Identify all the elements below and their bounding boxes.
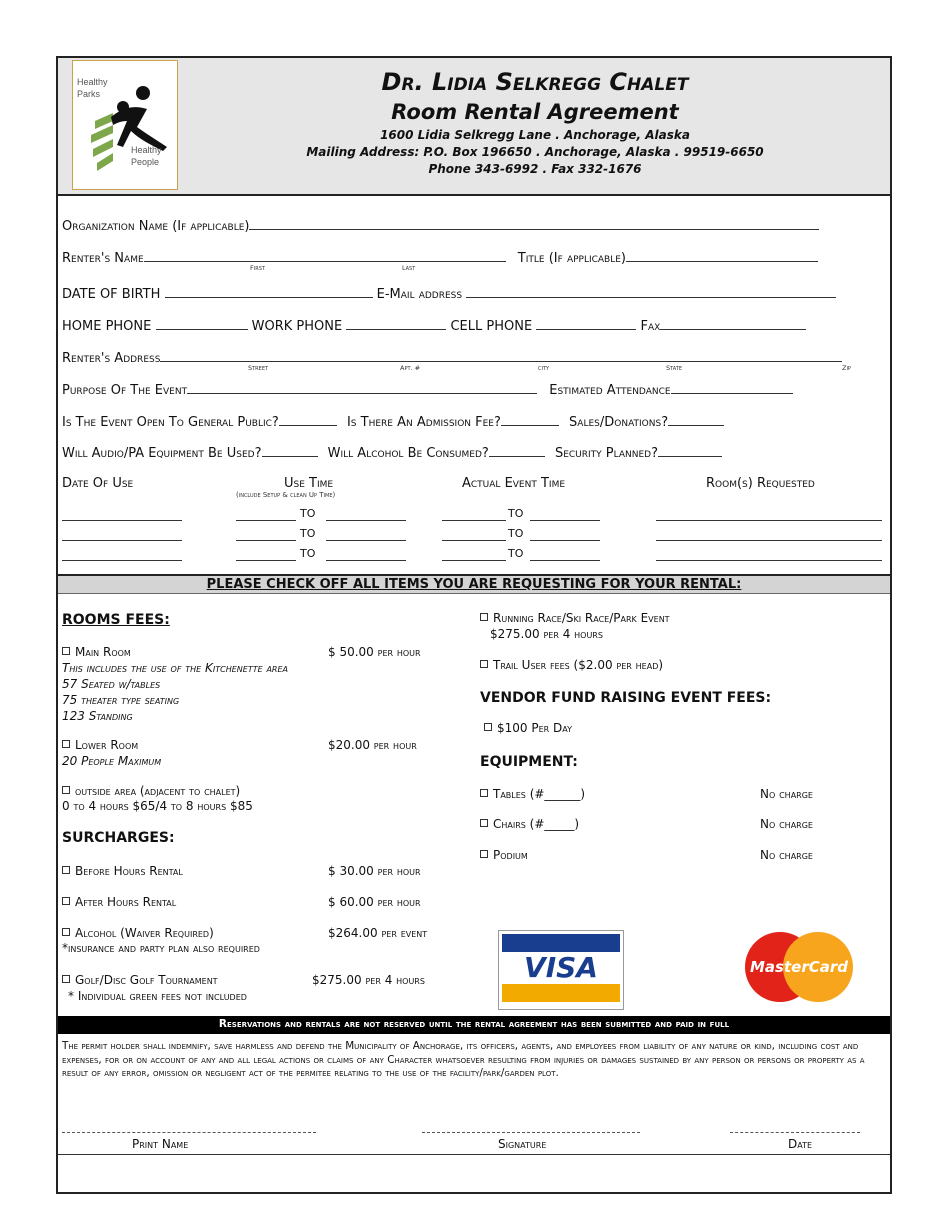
to-label: TO — [300, 507, 316, 520]
main-room-price: $ 50.00 per hour — [328, 645, 421, 659]
reservation-banner-text: Reservations and rentals are not reserved until the rental agreement has been submitted and paid in full — [218, 1018, 730, 1030]
attendance-label: Estimated Attendance — [549, 383, 671, 398]
rooms-fees-heading: ROOMS FEES: — [62, 612, 170, 628]
to-label: TO — [300, 527, 316, 540]
after-hours-checkbox[interactable] — [62, 897, 70, 905]
podium-checkbox[interactable] — [480, 850, 488, 858]
dob-label: DATE OF BIRTH — [62, 287, 161, 302]
home-phone-label: HOME PHONE — [62, 319, 152, 334]
mastercard-logo — [740, 930, 858, 1004]
lower-room-option[interactable]: Lower Room — [62, 738, 138, 752]
outside-price: 0 to 4 hours $65/4 to 8 hours $85 — [62, 799, 253, 813]
address-row — [62, 350, 842, 366]
podium-no-charge: No charge — [760, 848, 813, 862]
svg-text:People: People — [131, 157, 160, 167]
equipment-q-row — [62, 445, 722, 461]
actual-time-end-field[interactable] — [530, 530, 600, 541]
vendor-checkbox[interactable] — [484, 723, 492, 731]
email-label: E-Mail address — [376, 287, 463, 302]
purpose-row — [62, 382, 793, 398]
org-name-row — [62, 218, 819, 234]
fax-label: Fax — [640, 319, 661, 334]
lower-room-price: $20.00 per hour — [328, 738, 417, 752]
fax-field[interactable] — [660, 318, 806, 330]
svg-text:Healthy: Healthy — [131, 145, 162, 155]
rooms-requested-field[interactable] — [656, 530, 882, 541]
attendance-field[interactable] — [671, 382, 793, 394]
last-sublabel: Last — [402, 264, 416, 272]
date-line[interactable] — [730, 1132, 860, 1133]
actual-time-start-field[interactable] — [442, 530, 506, 541]
alcohol-note: *insurance and party plan also required — [62, 941, 260, 955]
before-hours-price: $ 30.00 per hour — [328, 864, 421, 878]
vendor-option[interactable]: $100 Per Day — [484, 721, 572, 735]
sales-field[interactable] — [668, 414, 724, 426]
to-label: TO — [300, 547, 316, 560]
golf-price: $275.00 per 4 hours — [312, 973, 425, 987]
outside-checkbox[interactable] — [62, 786, 70, 794]
mailing-address: Mailing Address: P.O. Box 196650 . Anchorage, Alaska . 99519-6650 — [306, 145, 764, 159]
golf-option[interactable]: Golf/Disc Golf Tournament — [62, 973, 218, 987]
trail-option[interactable]: Trail User fees ($2.00 per head) — [480, 658, 663, 672]
security-field[interactable] — [658, 445, 722, 457]
dob-email-row — [62, 286, 836, 302]
rooms-requested-field[interactable] — [656, 550, 882, 561]
phones-row — [62, 318, 806, 334]
use-time-start-field[interactable] — [236, 550, 296, 561]
sales-label: Sales/Donations? — [569, 415, 669, 430]
work-phone-label: WORK PHONE — [251, 319, 343, 334]
alcohol-q-label: Will Alcohol Be Consumed? — [327, 446, 489, 461]
svg-text:Healthy: Healthy — [77, 77, 108, 87]
page-subtitle: Room Rental Agreement — [391, 100, 679, 124]
org-name-field[interactable] — [249, 218, 819, 230]
purpose-field[interactable] — [187, 382, 537, 394]
actual-time-start-field[interactable] — [442, 550, 506, 561]
tables-option[interactable]: Tables (#______) — [480, 787, 585, 801]
before-hours-option[interactable]: Before Hours Rental — [62, 864, 183, 878]
use-time-header: Use Time — [284, 476, 334, 491]
use-time-end-field[interactable] — [326, 510, 406, 521]
print-name-line[interactable] — [62, 1132, 316, 1133]
phone-fax: Phone 343-6992 . Fax 332-1676 — [428, 162, 642, 176]
purpose-label: Purpose Of The Event — [62, 383, 188, 398]
use-time-end-field[interactable] — [326, 550, 406, 561]
visa-logo — [498, 930, 624, 1010]
alcohol-checkbox[interactable] — [62, 928, 70, 936]
outside-option[interactable]: outside area (adjacent to chalet) — [62, 784, 240, 798]
vendor-heading: VENDOR FUND RAISING EVENT FEES: — [480, 690, 772, 706]
tables-checkbox[interactable] — [480, 789, 488, 797]
surcharges-heading: SURCHARGES: — [62, 830, 175, 846]
actual-time-end-field[interactable] — [530, 510, 600, 521]
signature-label: Signature — [498, 1137, 547, 1151]
chairs-no-charge: No charge — [760, 817, 813, 831]
main-room-note2: 57 Seated w/tables — [62, 677, 161, 691]
visa-text: VISA — [524, 951, 598, 984]
actual-time-start-field[interactable] — [442, 510, 506, 521]
alcohol-option[interactable]: Alcohol (Waiver Required) — [62, 926, 214, 940]
alcohol-q-field[interactable] — [489, 445, 545, 457]
date-of-use-field[interactable] — [62, 510, 182, 521]
footer-divider — [58, 1154, 890, 1155]
first-sublabel: First — [250, 264, 265, 272]
page-title: Dr. Lidia Selkregg Chalet — [381, 68, 689, 96]
city-sublabel: city — [538, 364, 550, 372]
org-name-label: Organization Name (If applicable) — [62, 219, 250, 234]
race-checkbox[interactable] — [480, 613, 488, 621]
date-of-use-field[interactable] — [62, 530, 182, 541]
legal-text: The permit holder shall indemnify, save harmless and defend the Municipality of Anchorage, its officers, agents, and employees from liability of any nature or kind, including cost and expenses, for or on account of any and all legal actions or claims of any Character whatsoever resulting from injuries or damages sustained by any person or persons or property as a result of any error, omission or negligent act of the permitee relating to the use of the facility/park/garden plot. — [62, 1040, 865, 1079]
title-field[interactable] — [626, 250, 818, 262]
chairs-option[interactable]: Chairs (#_____) — [480, 817, 579, 831]
date-of-use-header: Date Of Use — [62, 476, 134, 491]
audio-label: Will Audio/PA Equipment Be Used? — [62, 446, 262, 461]
renter-name-row — [62, 250, 818, 266]
state-sublabel: State — [666, 364, 683, 372]
cell-phone-label: CELL PHONE — [450, 319, 533, 334]
tables-no-charge: No charge — [760, 787, 813, 801]
use-time-start-field[interactable] — [236, 530, 296, 541]
race-price: $275.00 per 4 hours — [490, 627, 603, 641]
main-room-option[interactable]: Main Room — [62, 645, 131, 659]
chairs-checkbox[interactable] — [480, 819, 488, 827]
trail-checkbox[interactable] — [480, 660, 488, 668]
check-banner-text: PLEASE CHECK OFF ALL ITEMS YOU ARE REQUESTING FOR YOUR RENTAL: — [206, 577, 742, 592]
lower-room-checkbox[interactable] — [62, 740, 70, 748]
use-time-end-field[interactable] — [326, 530, 406, 541]
date-label: Date — [788, 1137, 813, 1151]
cell-phone-field[interactable] — [536, 318, 636, 330]
after-hours-price: $ 60.00 per hour — [328, 895, 421, 909]
work-phone-field[interactable] — [346, 318, 446, 330]
alcohol-price: $264.00 per event — [328, 926, 428, 940]
date-of-use-field[interactable] — [62, 550, 182, 561]
signature-line[interactable] — [422, 1132, 640, 1133]
dob-field[interactable] — [165, 286, 373, 298]
to-label: TO — [508, 527, 524, 540]
main-room-note3: 75 theater type seating — [62, 693, 180, 707]
rooms-requested-field[interactable] — [656, 510, 882, 521]
open-public-label: Is The Event Open To General Public? — [62, 415, 279, 430]
before-hours-checkbox[interactable] — [62, 866, 70, 874]
address: 1600 Lidia Selkregg Lane . Anchorage, Alaska — [380, 128, 690, 142]
audio-field[interactable] — [262, 445, 318, 457]
renter-name-field[interactable] — [144, 250, 506, 262]
zip-sublabel: Zip — [842, 364, 851, 372]
golf-note: * Individual green fees not included — [68, 989, 247, 1003]
renter-name-label: Renter's Name — [62, 251, 144, 266]
renter-address-label: Renter's Address — [62, 351, 161, 366]
after-hours-option[interactable]: After Hours Rental — [62, 895, 176, 909]
print-name-label: Print Name — [132, 1137, 189, 1151]
mastercard-text: MasterCard — [750, 958, 848, 976]
main-room-checkbox[interactable] — [62, 647, 70, 655]
to-label: TO — [508, 507, 524, 520]
to-label: TO — [508, 547, 524, 560]
street-sublabel: Street — [248, 364, 269, 372]
public-row — [62, 414, 724, 430]
golf-checkbox[interactable] — [62, 975, 70, 983]
rooms-requested-header: Room(s) Requested — [706, 476, 815, 491]
apt-sublabel: Apt. # — [400, 364, 421, 372]
open-public-field[interactable] — [279, 414, 337, 426]
logo-graphic — [73, 61, 177, 189]
renter-address-field[interactable] — [160, 350, 842, 362]
title-label: Title (If applicable) — [517, 251, 627, 266]
race-option[interactable]: Running Race/Ski Race/Park Event — [480, 611, 670, 625]
actual-time-header: Actual Event Time — [462, 476, 566, 491]
actual-time-end-field[interactable] — [530, 550, 600, 561]
equipment-heading: EQUIPMENT: — [480, 754, 578, 770]
security-label: Security Planned? — [554, 446, 658, 461]
use-time-note: (include Setup & clean Up Time) — [236, 491, 336, 499]
main-room-note1: This includes the use of the Kitchenette area — [62, 661, 289, 675]
home-phone-field[interactable] — [156, 318, 248, 330]
admission-label: Is There An Admission Fee? — [346, 415, 501, 430]
admission-field[interactable] — [501, 414, 559, 426]
email-field[interactable] — [466, 286, 836, 298]
podium-option[interactable]: Podium — [480, 848, 528, 862]
use-time-start-field[interactable] — [236, 510, 296, 521]
svg-text:Parks: Parks — [77, 89, 101, 99]
main-room-note4: 123 Standing — [62, 709, 133, 723]
lower-room-note: 20 People Maximum — [62, 754, 162, 768]
healthy-parks-logo — [72, 60, 178, 190]
